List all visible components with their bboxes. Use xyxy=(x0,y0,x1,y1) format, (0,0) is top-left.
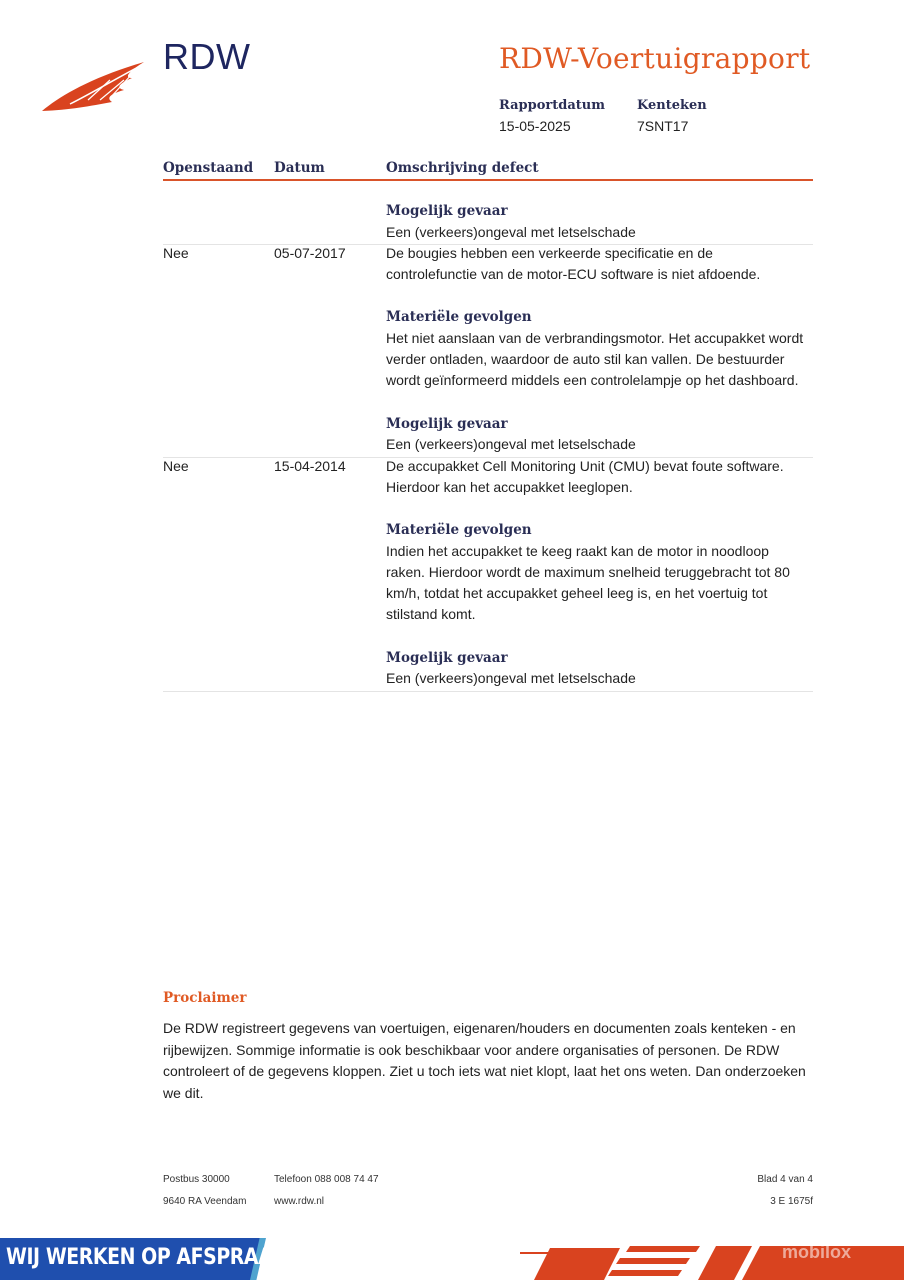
row-2-consequences-heading: Materiële gevolgen xyxy=(386,522,532,538)
row-1-danger-heading: Mogelijk gevaar xyxy=(386,416,508,432)
danger-text: Een (verkeers)ongeval met letselschade xyxy=(386,224,636,240)
footer-phone: Telefoon 088 008 74 47 xyxy=(274,1174,379,1185)
footer-page-number: Blad 4 van 4 xyxy=(757,1174,813,1185)
row-1-consequences-heading: Materiële gevolgen xyxy=(386,309,532,325)
column-header-openstaand: Openstaand xyxy=(163,160,254,176)
appointment-banner-text: WIJ WERKEN OP AFSPRAAK xyxy=(6,1245,287,1270)
row-2-datum: 15-04-2014 xyxy=(274,458,346,474)
row-1-consequences-text: Het niet aanslaan van de verbrandingsmotor. Het accupakket wordt verder ontladen, waardoor de auto stil kan vallen. De bestuurder wordt geïnformeerd middels een controlelampje op het dashboard. xyxy=(386,330,804,388)
plate-value: 7SNT17 xyxy=(637,118,689,134)
row-2-description: De accupakket Cell Monitoring Unit (CMU) bevat foute software. Hierdoor kan het accupakket leeglopen. xyxy=(386,458,784,495)
proclaimer-title: Proclaimer xyxy=(163,990,247,1006)
footer-doc-code: 3 E 1675f xyxy=(770,1196,813,1207)
row-1-description: De bougies hebben een verkeerde specificatie en de controlefunctie van de motor-ECU software is niet afdoende. xyxy=(386,245,761,282)
report-title: RDW-Voertuigrapport xyxy=(499,42,811,75)
rdw-logo-text: RDW xyxy=(163,36,251,77)
row-2-danger-heading: Mogelijk gevaar xyxy=(386,650,508,666)
report-date-label: Rapportdatum xyxy=(499,98,605,113)
footer-web-link[interactable]: www.rdw.nl xyxy=(274,1196,325,1207)
danger-heading: Mogelijk gevaar xyxy=(386,203,508,219)
proclaimer-text: De RDW registreert gegevens van voertuigen, eigenaren/houders en documenten zoals kenteken - en rijbewijzen. Sommige informatie is ook beschikbaar voor andere organisaties of personen. De RDW controleert of de gegevens kloppen. Ziet u toch iets wat niet klopt, laat het ons weten. Dan onderzoeken we dit. xyxy=(163,1020,806,1101)
rdw-feather-logo-icon xyxy=(40,56,148,116)
row-1-datum: 05-07-2017 xyxy=(274,245,346,261)
footer-city: 9640 RA Veendam xyxy=(163,1196,247,1207)
row-1-openstaand: Nee xyxy=(163,245,189,261)
row-1-danger-text: Een (verkeers)ongeval met letselschade xyxy=(386,436,636,452)
column-header-datum: Datum xyxy=(274,160,325,176)
watermark-text: mobilox xyxy=(782,1242,852,1262)
row-2-consequences-text: Indien het accupakket te keeg raakt kan de motor in noodloop raken. Hierdoor wordt de maximum snelheid teruggebracht tot 80 km/h, totdat het accupakket geheel leeg is, en het voertuig tot stilstand komt. xyxy=(386,543,790,622)
row-divider xyxy=(163,691,813,692)
footer-postbus: Postbus 30000 xyxy=(163,1174,230,1185)
report-date-value: 15-05-2025 xyxy=(499,118,571,134)
row-2-openstaand: Nee xyxy=(163,458,189,474)
plate-label: Kenteken xyxy=(637,98,707,113)
row-2-danger-text: Een (verkeers)ongeval met letselschade xyxy=(386,670,636,686)
column-header-omschrijving: Omschrijving defect xyxy=(386,160,539,176)
header-rule xyxy=(163,179,813,181)
